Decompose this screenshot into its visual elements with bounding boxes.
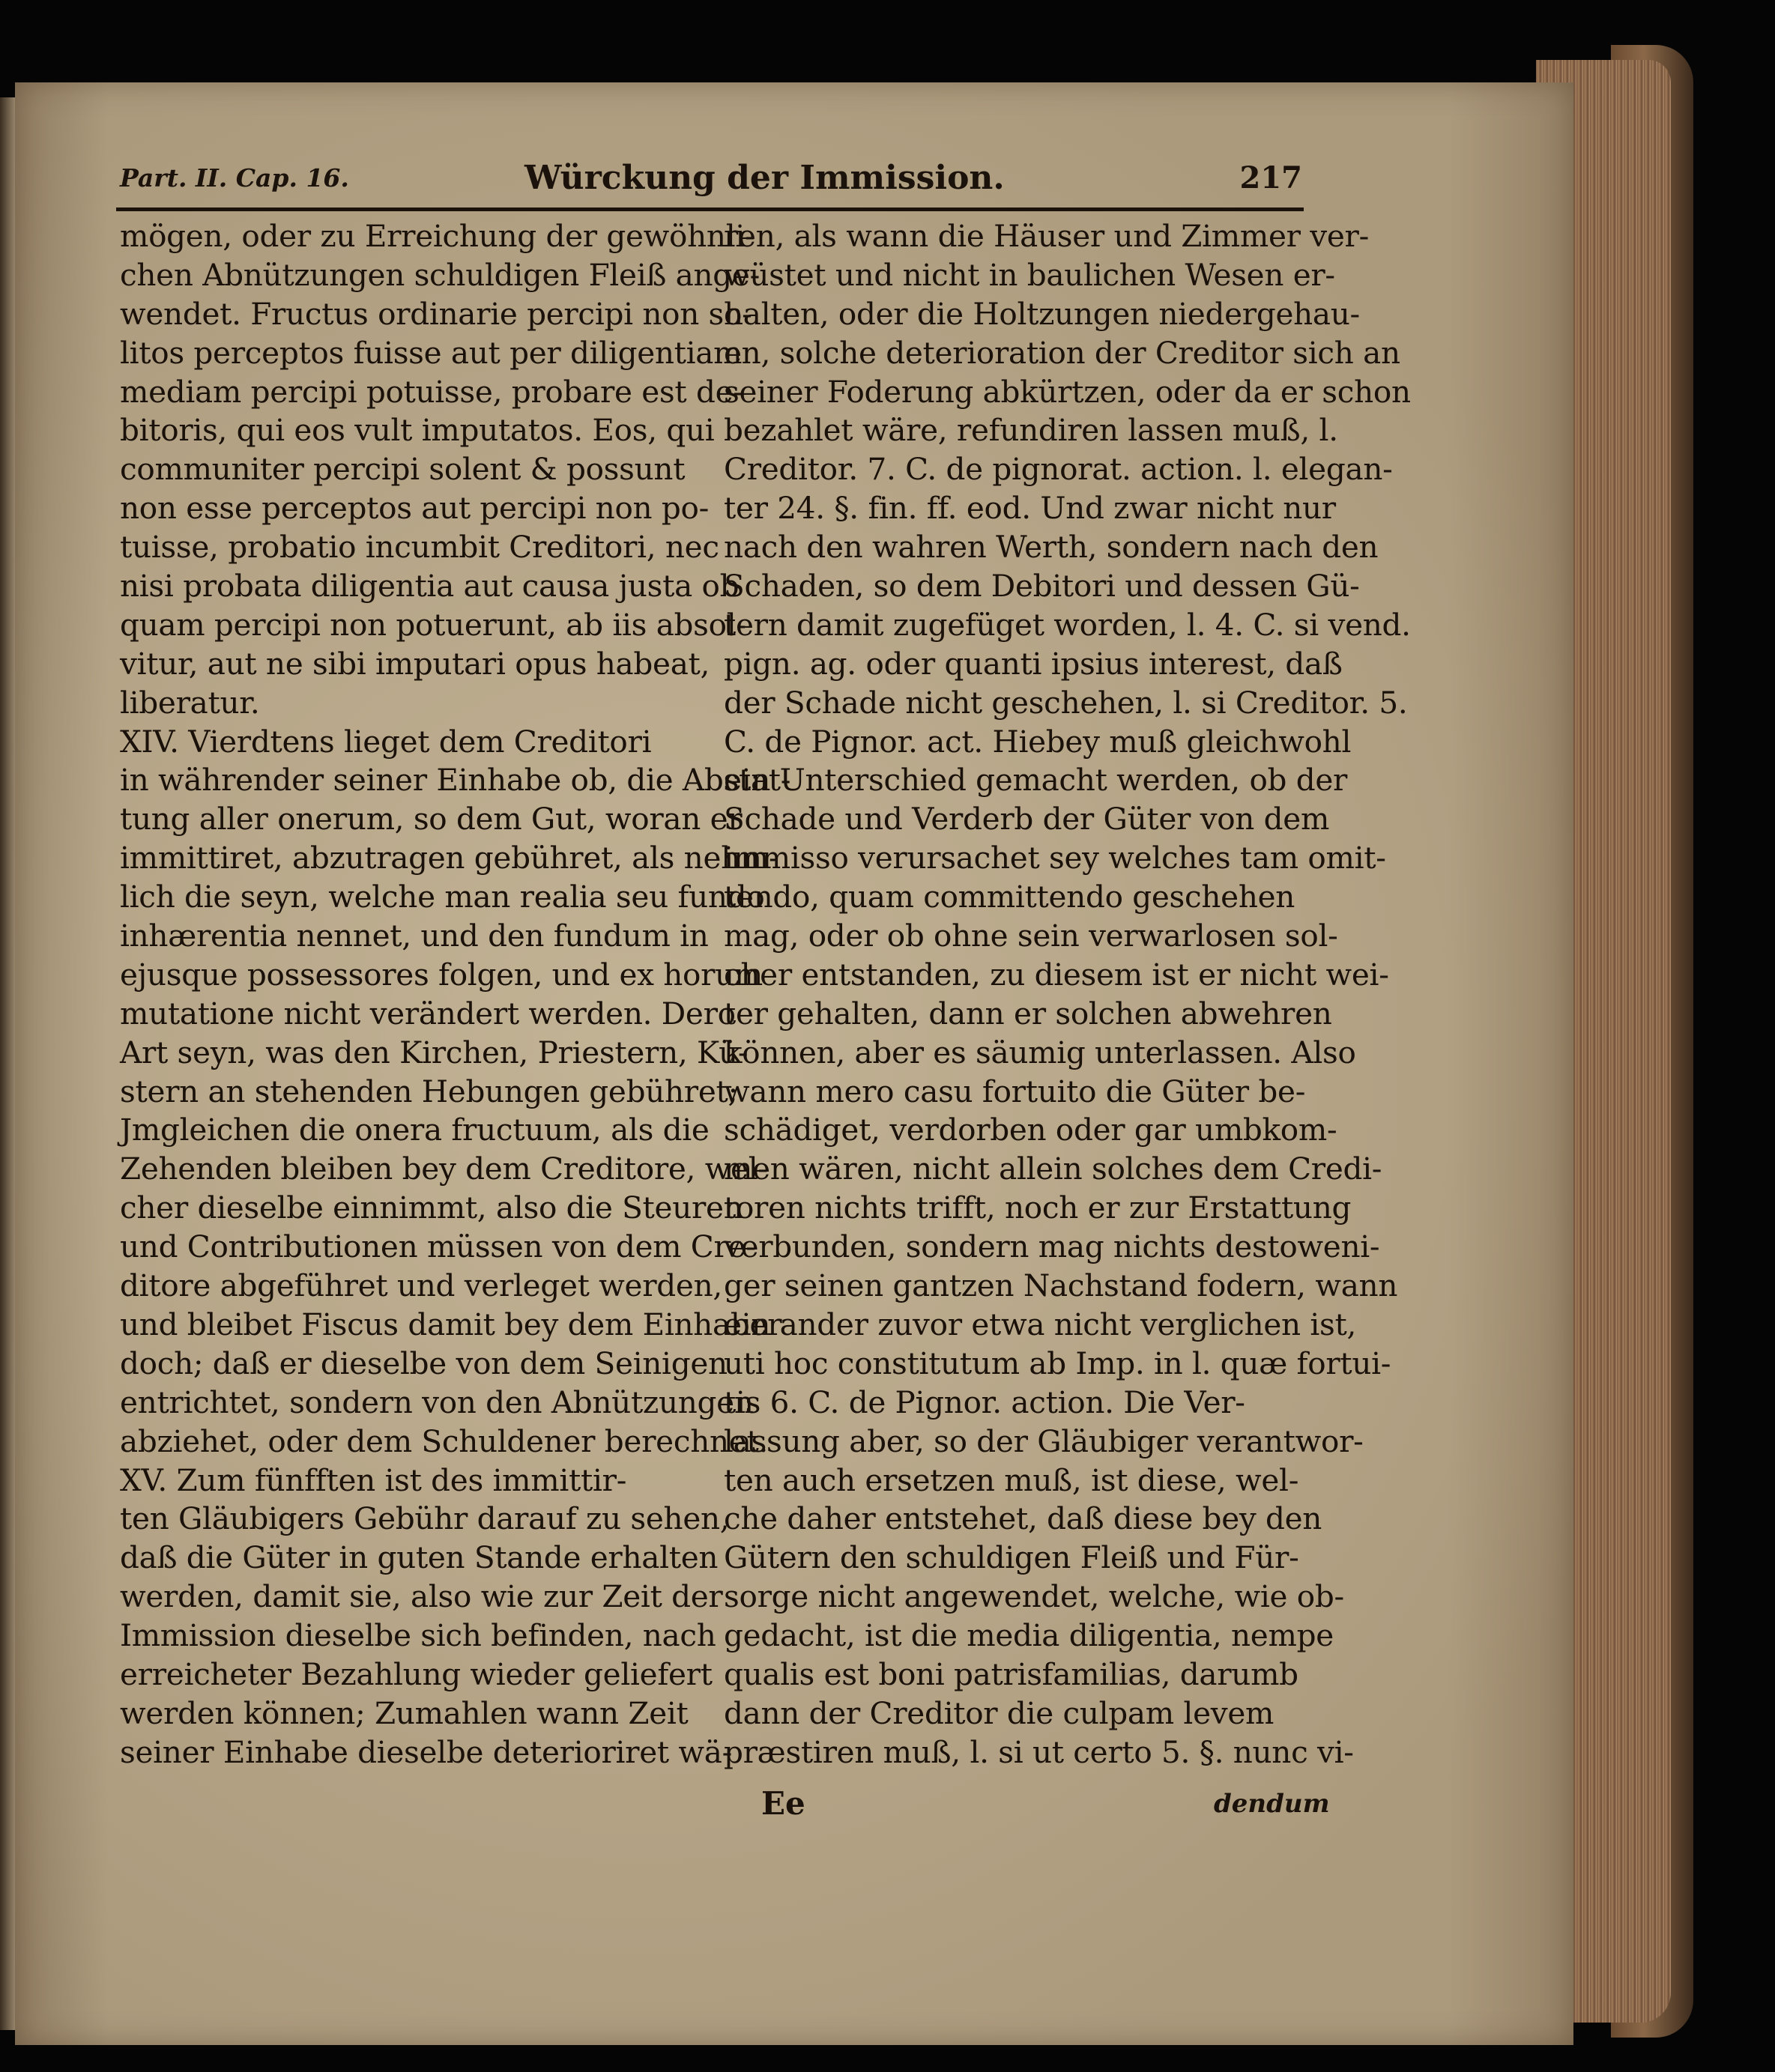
text-line: wüstet und nicht in baulichen Wesen er-	[724, 256, 1335, 293]
text-line: nach den wahren Werth, sondern nach den	[724, 529, 1379, 566]
text-line: mag, oder ob ohne sein verwarlosen sol-	[724, 918, 1338, 954]
text-line: ein ander zuvor etwa nicht verglichen ist,	[724, 1306, 1357, 1342]
text-line: schädiget, verdorben oder gar umbkom-	[724, 1112, 1337, 1148]
text-line: vitur, aut ne sibi imputari opus habeat,	[120, 645, 710, 682]
text-line: liberatur.	[120, 684, 260, 721]
text-line: stern an stehenden Hebungen gebühret;	[120, 1073, 738, 1109]
running-header	[120, 159, 1302, 208]
text-line: sorge nicht angewendet, welche, wie ob-	[724, 1578, 1344, 1615]
text-line: chen Abnützungen schuldigen Fleiß ange-	[120, 256, 760, 293]
right-text-column	[724, 217, 1411, 1772]
text-line: ein Unterschied gemacht werden, ob der	[724, 762, 1348, 799]
header-rule	[116, 207, 1304, 211]
text-line: in währender seiner Einhabe ob, die Abstat-	[120, 762, 791, 799]
text-line: seiner Foderung abkürtzen, oder da er schon	[724, 373, 1411, 410]
text-line: dann der Creditor die culpam levem	[724, 1694, 1274, 1731]
text-line: erreicheter Bezahlung wieder geliefert	[120, 1656, 713, 1692]
text-line: non esse perceptos aut percipi non po-	[120, 490, 709, 527]
text-line: abziehet, oder dem Schuldener berechnet.	[120, 1423, 768, 1459]
text-line: en, solche deterioration der Creditor sich an	[724, 334, 1400, 371]
text-line: lich die seyn, welche man realia seu fundo	[120, 879, 765, 915]
text-line: pign. ag. oder quanti ipsius interest, daß	[724, 645, 1343, 682]
text-line: gedacht, ist die media diligentia, nempe	[724, 1617, 1334, 1654]
section-heading-line: XIV. Vierdtens lieget dem Creditori	[120, 723, 652, 760]
text-line: men wären, nicht allein solches dem Credi-	[724, 1151, 1382, 1187]
text-line: Zehenden bleiben bey dem Creditore, wel-	[120, 1151, 768, 1187]
text-line: che daher entstehet, daß diese bey den	[724, 1500, 1322, 1537]
text-line: communiter percipi solent & possunt	[120, 451, 686, 488]
signature-mark: Ee	[761, 1785, 805, 1822]
text-line: tung aller onerum, so dem Gut, woran er	[120, 801, 743, 837]
text-line: Gütern den schuldigen Fleiß und Für-	[724, 1539, 1299, 1576]
text-line: Schaden, so dem Debitori und dessen Gü-	[724, 568, 1360, 605]
text-line: ten auch ersetzen muß, ist diese, wel-	[724, 1461, 1299, 1498]
text-line: nisi probata diligentia aut causa justa ob	[120, 568, 740, 605]
text-line: toren nichts trifft, noch er zur Erstattung	[724, 1190, 1352, 1226]
text-line: entrichtet, sondern von den Abnützungen	[120, 1384, 754, 1420]
text-line: inhærentia nennet, und den fundum in	[120, 918, 709, 954]
text-line: wendet. Fructus ordinarie percipi non so-	[120, 295, 752, 332]
text-line: ger seinen gantzen Nachstand fodern, wann	[724, 1267, 1398, 1304]
text-line: werden, damit sie, also wie zur Zeit der	[120, 1578, 723, 1615]
text-line: ter 24. §. fin. ff. eod. Und zwar nicht nur	[724, 490, 1336, 527]
text-line: lassung aber, so der Gläubiger verantwor-	[724, 1423, 1364, 1459]
text-line: bezahlet wäre, refundiren lassen muß, l.	[724, 412, 1338, 449]
text-line: immisso verursachet sey welches tam omit-	[724, 840, 1386, 876]
text-line: und Contributionen müssen von dem Cre-	[120, 1229, 756, 1265]
text-line: Art seyn, was den Kirchen, Priestern, Kü-	[120, 1034, 749, 1070]
text-line: seiner Einhabe dieselbe deterioriret wä-	[120, 1733, 733, 1770]
header-title: Würckung der Immission.	[524, 159, 1005, 197]
text-line: tis 6. C. de Pignor. action. Die Ver-	[724, 1384, 1245, 1420]
text-line: Jmgleichen die onera fructuum, als die	[120, 1112, 710, 1148]
text-line: immittiret, abzutragen gebühret, als nehm-	[120, 840, 779, 876]
text-line: præstiren muß, l. si ut certo 5. §. nunc vi-	[724, 1733, 1354, 1770]
text-line: mutatione nicht verändert werden. Dero	[120, 995, 736, 1032]
text-line: mediam percipi potuisse, probare est de-	[120, 373, 743, 410]
text-line: qualis est boni patrisfamilias, darumb	[724, 1656, 1298, 1692]
text-line: Creditor. 7. C. de pignorat. action. l. elegan-	[724, 451, 1393, 488]
text-line: litos perceptos fuisse aut per diligentiam	[120, 334, 743, 371]
text-line: können, aber es säumig unterlassen. Also	[724, 1034, 1356, 1070]
text-line: werden können; Zumahlen wann Zeit	[120, 1694, 689, 1731]
text-line: ejusque possessores folgen, und ex horum	[120, 956, 763, 993]
text-line: ten Gläubigers Gebühr darauf zu sehen,	[120, 1500, 730, 1537]
text-line: cher dieselbe einnimmt, also die Steuren	[120, 1190, 743, 1226]
text-line: tendo, quam committendo geschehen	[724, 879, 1295, 915]
text-line: der Schade nicht geschehen, l. si Creditor. 5.	[724, 684, 1408, 721]
catchword: dendum	[1214, 1789, 1330, 1819]
text-line: tern damit zugefüget worden, l. 4. C. si vend.	[724, 606, 1411, 643]
page-number: 217	[1239, 160, 1302, 196]
text-line: ren, als wann die Häuser und Zimmer ver-	[724, 218, 1369, 254]
text-line: Schade und Verderb der Güter von dem	[724, 801, 1330, 837]
text-line: Immission dieselbe sich befinden, nach	[120, 1617, 716, 1654]
text-line: verbunden, sondern mag nichts destoweni-	[724, 1229, 1380, 1265]
text-line: halten, oder die Holtzungen niedergehau-	[724, 295, 1360, 332]
text-line: uti hoc constitutum ab Imp. in l. quæ fortui-	[724, 1345, 1391, 1381]
text-line: doch; daß er dieselbe von dem Seinigen	[120, 1345, 728, 1381]
text-line: ter gehalten, dann er solchen abwehren	[724, 995, 1332, 1032]
text-line: daß die Güter in guten Stande erhalten	[120, 1539, 719, 1576]
text-line: cher entstanden, zu diesem ist er nicht wei-	[724, 956, 1389, 993]
text-line: tuisse, probatio incumbit Creditori, nec	[120, 529, 719, 566]
text-line: ditore abgeführet und verleget werden,	[120, 1267, 722, 1304]
text-line: wann mero casu fortuito die Güter be-	[724, 1073, 1306, 1109]
section-heading-line: XV. Zum fünfften ist des immittir-	[120, 1461, 627, 1498]
text-line: mögen, oder zu Erreichung der gewöhnli-	[120, 218, 755, 254]
text-line: quam percipi non potuerunt, ab iis absol-	[120, 606, 746, 643]
text-line: C. de Pignor. act. Hiebey muß gleichwohl	[724, 723, 1352, 760]
text-line: und bleibet Fiscus damit bey dem Einhaber	[120, 1306, 782, 1342]
left-text-column	[120, 217, 791, 1772]
header-part-chapter: Part. II. Cap. 16.	[120, 163, 349, 193]
text-line: bitoris, qui eos vult imputatos. Eos, qui	[120, 412, 715, 449]
